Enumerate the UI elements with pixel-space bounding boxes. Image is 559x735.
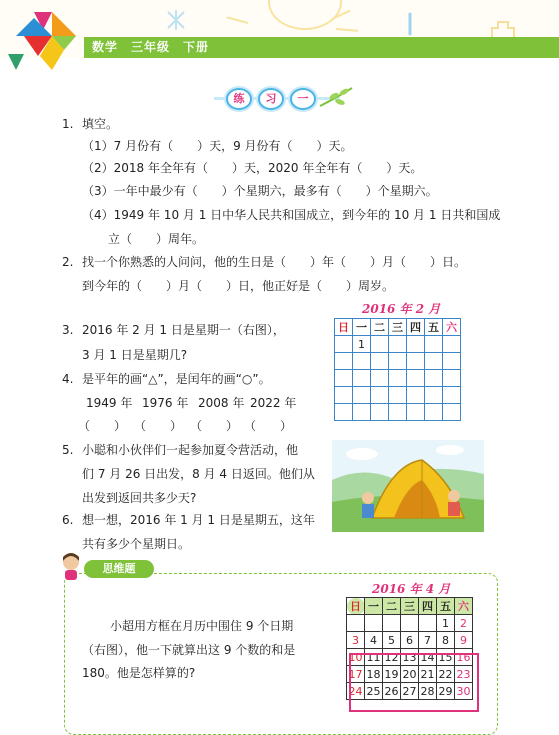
calendar-day: 22 [438,667,453,681]
calendar-day: 4 [365,632,383,649]
selection-frame [349,653,479,712]
calendar-day: 23 [456,667,471,681]
q6-line: 共有多少个星期日。 [82,537,191,551]
calendar-day [419,615,437,632]
weekday-header: 二 [371,319,389,336]
header-title: 数学 三年级 下册 [92,40,210,54]
leaf-icon [318,84,354,110]
calendar-day: 10 [348,650,363,664]
q4-bracket: （ ） [134,419,183,433]
calendar-day [383,615,401,632]
calendar-day: 20 [402,667,417,681]
q2-line: 找一个你熟悉的人问问，他的生日是（ ）年（ ）月（ ）日。 [82,255,467,269]
weekday-header: 四 [419,598,437,615]
feb-calendar [334,318,461,421]
section-badge: 练 [226,88,252,110]
weekday-header: 日 [335,319,353,336]
q1-item: （2）2018 年全年有（ ）天，2020 年全年有（ ）天。 [82,161,423,175]
q1-item: （3）一年中最少有（ ）个星期六，最多有（ ）个星期六。 [82,184,438,198]
calendar-day: 27 [402,684,417,698]
tangram-logo [4,10,86,74]
weekday-header: 一 [365,598,383,615]
q4-bracket: （ ） [78,419,127,433]
calendar-day: 25 [366,684,381,698]
calendar-day: 8 [437,632,455,649]
q5-line: 出发到返回共多少天? [82,491,197,505]
calendar-day: 26 [384,684,399,698]
calendar-day: 5 [383,632,401,649]
calendar-day: 30 [456,684,471,698]
q3-line: 2016 年 2 月 1 日是星期一（右图）， [82,323,285,337]
calendar-day: 1 [437,615,455,632]
q6-line: 想一想，2016 年 1 月 1 日是星期五，这年 [82,513,315,527]
q1-item: （1）7 月份有（ ）天，9 月份有（ ）天。 [82,139,353,153]
q1-item: （4）1949 年 10 月 1 日中华人民共和国成立，到今年的 10 月 1 日共和国成 [82,208,501,222]
calendar-day [401,615,419,632]
calendar-day: 1 [353,336,371,353]
weekday-header: 四 [407,319,425,336]
q1-number: 1. [62,117,74,131]
calendar-day: 7 [419,632,437,649]
calendar-day: 11 [366,650,381,664]
q4-bracket: （ ） [190,419,239,433]
calendar-day: 3 [347,632,365,649]
q6-number: 6. [62,513,74,527]
calendar-day [347,615,365,632]
q4-year: 2008 年 [198,396,245,410]
weekday-header: 五 [425,319,443,336]
q3-number: 3. [62,323,74,337]
calendar-day: 2 [455,615,473,632]
q1-text: 填空。 [82,117,119,131]
calendar-day: 14 [420,650,435,664]
q3-line: 3 月 1 日是星期几? [82,348,188,362]
calendar-day: 18 [366,667,381,681]
calendar-day: 28 [420,684,435,698]
calendar-day: 19 [384,667,399,681]
q4-year: 1949 年 [86,396,133,410]
calendar-day: 21 [420,667,435,681]
q5-number: 5. [62,443,74,457]
camping-tent-illustration [332,440,484,532]
weekday-header: 一 [353,319,371,336]
spark-icon [166,10,186,30]
brain-line: 小超用方框在月历中围住 9 个日期 [110,619,294,633]
q1-item: 立（ ）周年。 [108,232,205,246]
weekday-header: 日 [347,598,365,615]
section-badge: 习 [258,88,284,110]
q2-number: 2. [62,255,74,269]
weekday-header: 三 [401,598,419,615]
weekday-header: 二 [383,598,401,615]
brain-line: 180。他是怎样算的? [82,666,196,680]
q4-year: 2022 年 [250,396,297,410]
brain-teaser-label: 思维题 [84,560,154,578]
q4-bracket: （ ） [244,419,293,433]
calendar-day: 29 [438,684,453,698]
calendar-day: 24 [348,684,363,698]
feb-calendar-title: 2016 年 2 月 [362,302,441,316]
calendar-day: 6 [401,632,419,649]
girl-mascot-icon [58,551,84,581]
weekday-header: 六 [455,598,473,615]
q4-number: 4. [62,372,74,386]
weekday-header: 三 [389,319,407,336]
calendar-day: 15 [438,650,453,664]
q5-line: 们 7 月 26 日出发，8 月 4 日返回。他们从 [82,467,315,481]
q4-line: 是平年的画“△”，是闰年的画“○”。 [82,372,271,386]
brain-line: （右图），他一下就算出这 9 个数的和是 [82,643,296,657]
calendar-day: 16 [456,650,471,664]
calendar-day: 13 [402,650,417,664]
calendar-day [365,615,383,632]
weekday-header: 五 [437,598,455,615]
q5-line: 小聪和小伙伴们一起参加夏令营活动，他 [82,443,299,457]
calendar-day: 17 [348,667,363,681]
weekday-header: 六 [443,319,461,336]
apr-calendar-title: 2016 年 4 月 [372,582,451,596]
q2-line: 到今年的（ ）月（ ）日，他正好是（ ）周岁。 [82,279,395,293]
q4-year: 1976 年 [142,396,189,410]
section-badge: 一 [290,88,316,110]
calendar-day: 12 [384,650,399,664]
calendar-day: 9 [455,632,473,649]
